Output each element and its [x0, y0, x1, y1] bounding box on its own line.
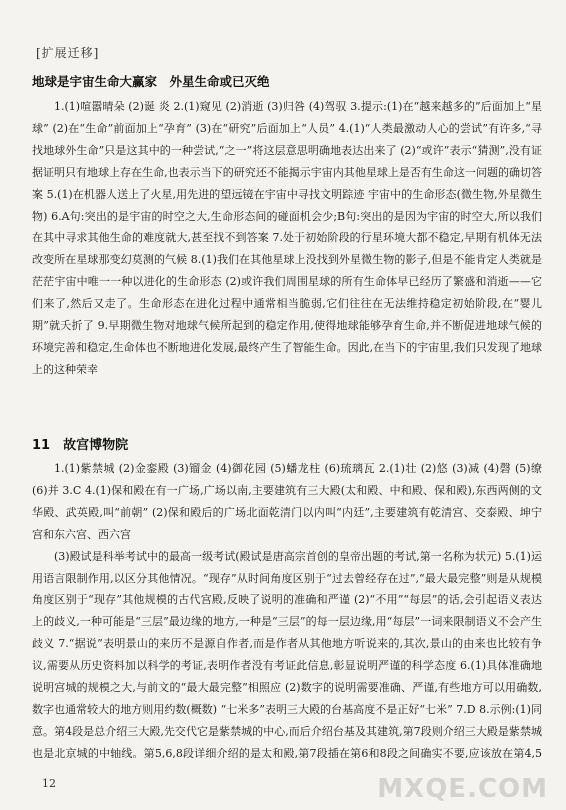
answer-paragraph: (3)殿试是科举考试中的最高一级考试(殿试是唐高宗首创的皇帝出题的考试,第一名称为状元) 5.(1)运用语言限制作用,以区分其他情况。“现存”从时间角度区别于“过去曾经存在过”,“最大最完整”则是从规模角度区别于“现存”其他规模的古代宫殿,反映了说明的准确和严谨 (2)“不用”“每层”的话,会引起语义表达上的歧义,一种可能是“三层”最边缘的地方,一种是“三层”的每一层边缘,用“每层”一词来限制语义不会产生歧义 7.“据说”表明景山的来历不是源自作者,而是作者从其他地方听说来的,其次,景山的由来也比较有争议,需要从历史资料加以科学的考证,表明作者没有考证此信息,彰显说明严谨的科学态度 6.(1)具体准确地说明宫城的规模之大,与前文的“最大最完整”相照应 (2)数字的说明需要准确、严谨,有些地方可以用确数,数字也通常较大的地方则用约数(概数) “七米多”表明三大殿的台基高度不是正好“七米” 7.D 8.示例:(1)同意。第4段是总介绍三大殿,先交代它是紫禁城的中心,而后介绍台基及其建筑,第7段则介绍三大殿是紫禁城也是北京城的中轴线。第5,6,8段详细介绍的是太和殿,第7段插在第6和8段之间确实不要,应该放在第4,5 — [32, 549, 542, 758]
answer-paragraph: 1.(1)喧嚣晴朵 (2)诞 炎 2.(1)窥见 (2)消逝 (3)归咎 (4)驾驭 3.提示:(1)在“越来越多的”后面加上“星球” (2)在“生命”前面加上“孕育” (3)在“研究”后面加上“人员” 4.(1)“人类最激动人心的尝试”有许多,“寻找地球外生命”只是这其中的一种尝试,“之一”将这层意思明确地表达出来了 (2)“或许”表示“猜测”,没有证据证明只有地球上存在生命,也表示当下的研究还不能揭示宇宙内其他星球上是否有生命这一问题的确切答案 5.(1)在机器人送上了火星,用先进的望远镜在宇宙中寻找文明踪迹 宇宙中的生命形态(微生物,外星微生物) 6.A句:突出的是宇宙的时空之大,生命形态间的碰面机会少;B句:突出的是因为宇宙的时空大,所以我们在其中寻求其他生命的难度就大,甚至找不到答案 7.处于初始阶段的行星环境大都不稳定,早期有机体无法改变所在星球那变幻莫测的气候 8.(1)我们在其他星球上没找到外星微生物的影子,但是不能肯定人类就是茫茫宇宙中唯一一种以进化的生命形态 (2)或许我们周围星球的所有生命体早已经历了繁盛和消逝——它们来了,然后又走了。生命形态在进化过程中通常相当脆弱,它们往往在无法维持稳定初始阶段,在“婴儿期”就夭折了 9.早期微生物对地球气候所起到的稳定作用,使得地球能够孕育生命,并不断促进地球气候的环境完善和稳定,生命体也不断地进化发展,最终产生了智能生命。因此,在当下的宇宙里,我们只发现了地球上的这种荣幸 — [32, 100, 542, 376]
answer-block-chapter — [32, 458, 542, 758]
chapter-title: 11 故宫博物院 — [32, 438, 129, 453]
watermark-logo: MXQE.COM — [377, 774, 548, 804]
article-title: 地球是宇宙生命大赢家 外星生命或已灭绝 — [32, 74, 270, 89]
page-number: 12 — [42, 777, 56, 790]
answer-block-article — [32, 96, 542, 426]
answer-paragraph: 1.(1)紫禁城 (2)金銮殿 (3)镏金 (4)御花园 (5)蟠龙柱 (6)琉璃瓦 2.(1)壮 (2)悠 (3)减 (4)磬 (5)缭 (6)并 3.C 4.(1)保和殿在有一广场,广场以南,主要建筑有三大殿(太和殿、中和殿、保和殿),东西两侧的文华殿、武英殿,叫“前朝” (2)保和殿后的广场北面乾清门以内叫“内廷”,主要建筑有乾清宫、交泰殿、坤宁宫和东六宫、西六宫 — [32, 462, 542, 541]
section-tag: [扩展迁移] — [36, 46, 100, 60]
